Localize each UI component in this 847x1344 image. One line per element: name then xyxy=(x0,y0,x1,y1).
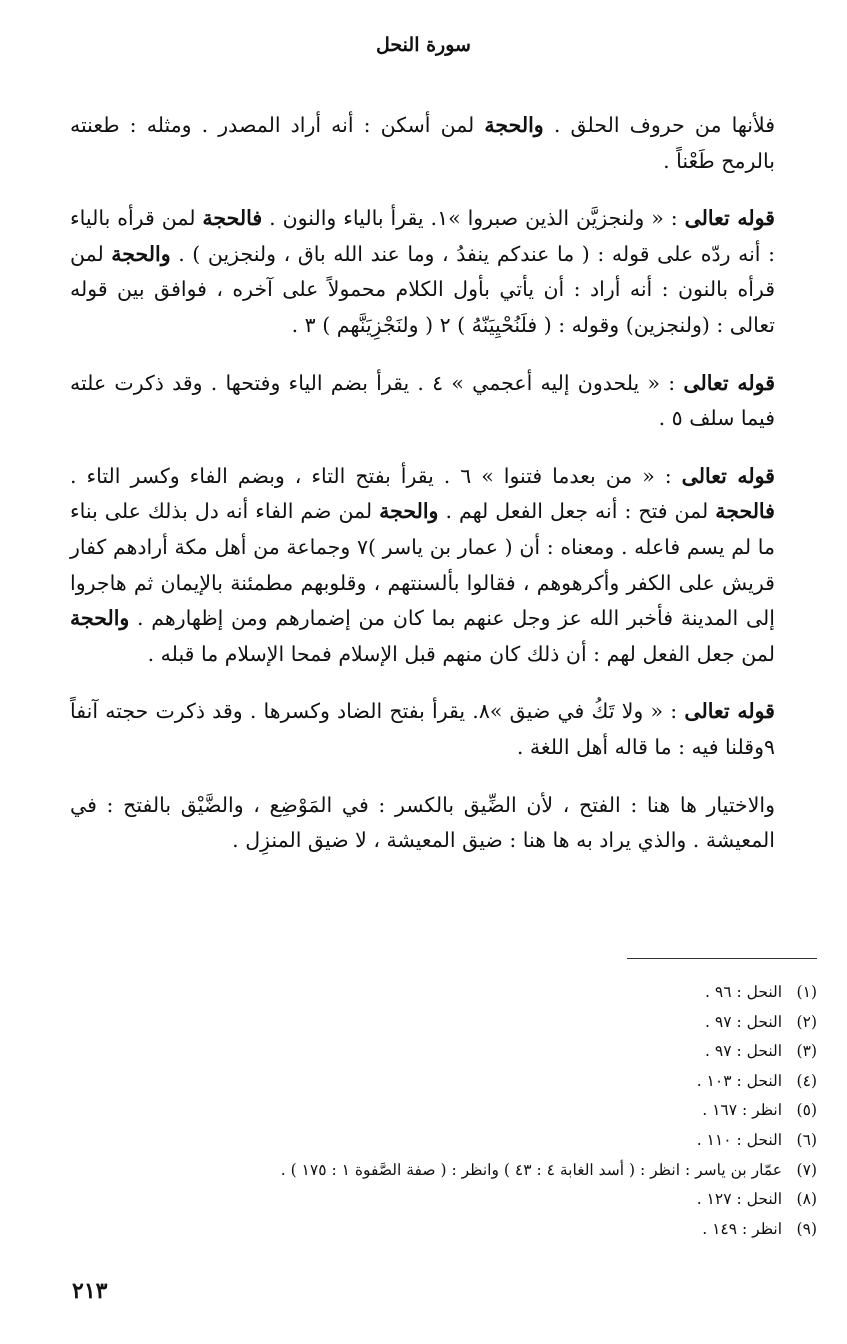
footnote-number: (١) xyxy=(796,983,817,1001)
footnote-text: انظر : ١٦٧ . xyxy=(702,1101,783,1120)
footnote-text: النحل : ١٢٧ . xyxy=(696,1190,783,1209)
footnote xyxy=(57,1008,817,1038)
bold-term: والحجة xyxy=(70,606,130,631)
text-run: فلأنها من حروف الحلق . xyxy=(543,113,776,137)
bold-term: قوله تعالى xyxy=(683,370,775,395)
footnote-text: النحل : ١١٠ . xyxy=(696,1130,783,1149)
page-number: ٢١٣ xyxy=(72,1278,108,1304)
footnote xyxy=(57,1037,817,1067)
paragraph xyxy=(70,459,775,673)
text-run: لمن فتح : أنه جعل الفعل لهم . xyxy=(438,499,716,524)
main-text xyxy=(70,108,775,881)
footnote-text: عمّار بن ياسر : انظر : ( أسد الغابة ٤ : ٤٣ ) وانظر : ( صفة الصَّفوة ١ : ١٧٥ ) . xyxy=(280,1160,783,1179)
text-run: : « ولا تَكُ في ضيق »٨. يقرأ بفتح الضاد وكسرها . وقد ذكرت حجته آنفاً ٩وقلنا فيه : ما قاله أهل اللغة . xyxy=(70,699,775,759)
text-run: : « يلحدون إليه أعجمي » ٤ . يقرأ بضم الياء وفتحها . وقد ذكرت علته فيما سلف ٥ . xyxy=(70,370,775,431)
footnote-number: (٣) xyxy=(796,1042,817,1061)
footnote-number: (٦) xyxy=(796,1130,817,1149)
footnote xyxy=(57,978,817,1008)
footnote xyxy=(57,1126,817,1156)
footnote-number: (٩) xyxy=(796,1219,817,1238)
paragraph xyxy=(70,201,775,343)
footnote xyxy=(57,1067,817,1097)
footnote-number: (٧) xyxy=(796,1160,817,1179)
text-run: لمن قرأه بالياء : أنه ردّه على قوله : ( ما عندكم ينفدُ ، وما عند الله باق ، ولنجزين ) . xyxy=(70,206,775,266)
text-run: لمن جعل الفعل لهم : أن ذلك كان منهم قبل الإسلام فمحا الإسلام ما قبله . xyxy=(147,641,775,666)
footnote xyxy=(57,1156,817,1186)
text-run: لمن قرأه بالنون : أنه أراد : أن يأتي بأول الكلام محمولاً على آخره ، فوافق بين قوله تعالى : (ولنجزين) وقوله : ( فلَنُحْيِيَنّهُ ) ٢ ( ولنَجْزِيَنَّهم ) ٣ . xyxy=(70,241,775,337)
footnote xyxy=(57,1096,817,1126)
footnote xyxy=(57,1215,817,1245)
paragraph xyxy=(70,694,775,765)
footnote-number: (٨) xyxy=(796,1190,817,1209)
footnote-number: (٢) xyxy=(796,1012,817,1031)
footnote-text: النحل : ٩٧ . xyxy=(705,1012,783,1031)
paragraph xyxy=(70,108,775,179)
text-run: والاختيار ها هنا : الفتح ، لأن الضِّيق بالكسر : في المَوْضِع ، والضَّيْق بالفتح : في المعيشة . والذي يراد به ها هنا : ضيق المعيشة ، لا ضيق المنزِل . xyxy=(70,792,775,853)
bold-term: قوله تعالى xyxy=(681,463,775,488)
text-run: : « من بعدما فتنوا » ٦ . يقرأ بفتح التاء ، وبضم الفاء وكسر التاء . xyxy=(70,463,682,488)
footnote-text: انظر : ١٤٩ . xyxy=(702,1219,783,1238)
footnote-number: (٥) xyxy=(796,1101,817,1120)
bold-term: والحجة xyxy=(379,499,439,524)
text-run: لمن أسكن : أنه أراد المصدر . ومثله : طعنته بالرمح طَعْناً . xyxy=(70,113,775,173)
footnotes xyxy=(57,978,817,1244)
bold-term: فالحجة xyxy=(715,499,775,524)
text-run: لمن ضم الفاء أنه دل بذلك على بناء ما لم يسم فاعله . ومعناه : أن ( عمار بن ياسر )٧ وجماعة من أهل مكة أرادهم كفار قريش على الكفر وأكرهوهم ، فقالوا بألسنتهم ، وقلوبهم مطمئنة بالإيمان ثم هاجروا إلى المدينة فأخبر الله عز وجل عنهم بما كان من إضمارهم ومن إظهارهم . xyxy=(70,499,775,631)
bold-term: فالحجة xyxy=(202,206,263,231)
footnote xyxy=(57,1185,817,1215)
paragraph xyxy=(70,788,775,859)
footnote-divider xyxy=(627,958,817,959)
footnote-number: (٤) xyxy=(796,1071,817,1090)
bold-term: قوله تعالى xyxy=(684,206,775,231)
footnote-text: النحل : ٩٧ . xyxy=(705,1042,783,1061)
bold-term: قوله تعالى xyxy=(684,699,775,724)
footnote-text: النحل : ٩٦ . xyxy=(705,983,783,1001)
running-head: سورة النحل xyxy=(376,34,471,56)
bold-term: والحجة xyxy=(484,113,544,137)
paragraph xyxy=(70,366,775,437)
text-run: : « ولنجزيَّن الذين صبروا »١. يقرأ بالياء والنون . xyxy=(262,206,685,231)
footnote-text: النحل : ١٠٣ . xyxy=(696,1071,783,1090)
bold-term: والحجة xyxy=(111,241,171,266)
